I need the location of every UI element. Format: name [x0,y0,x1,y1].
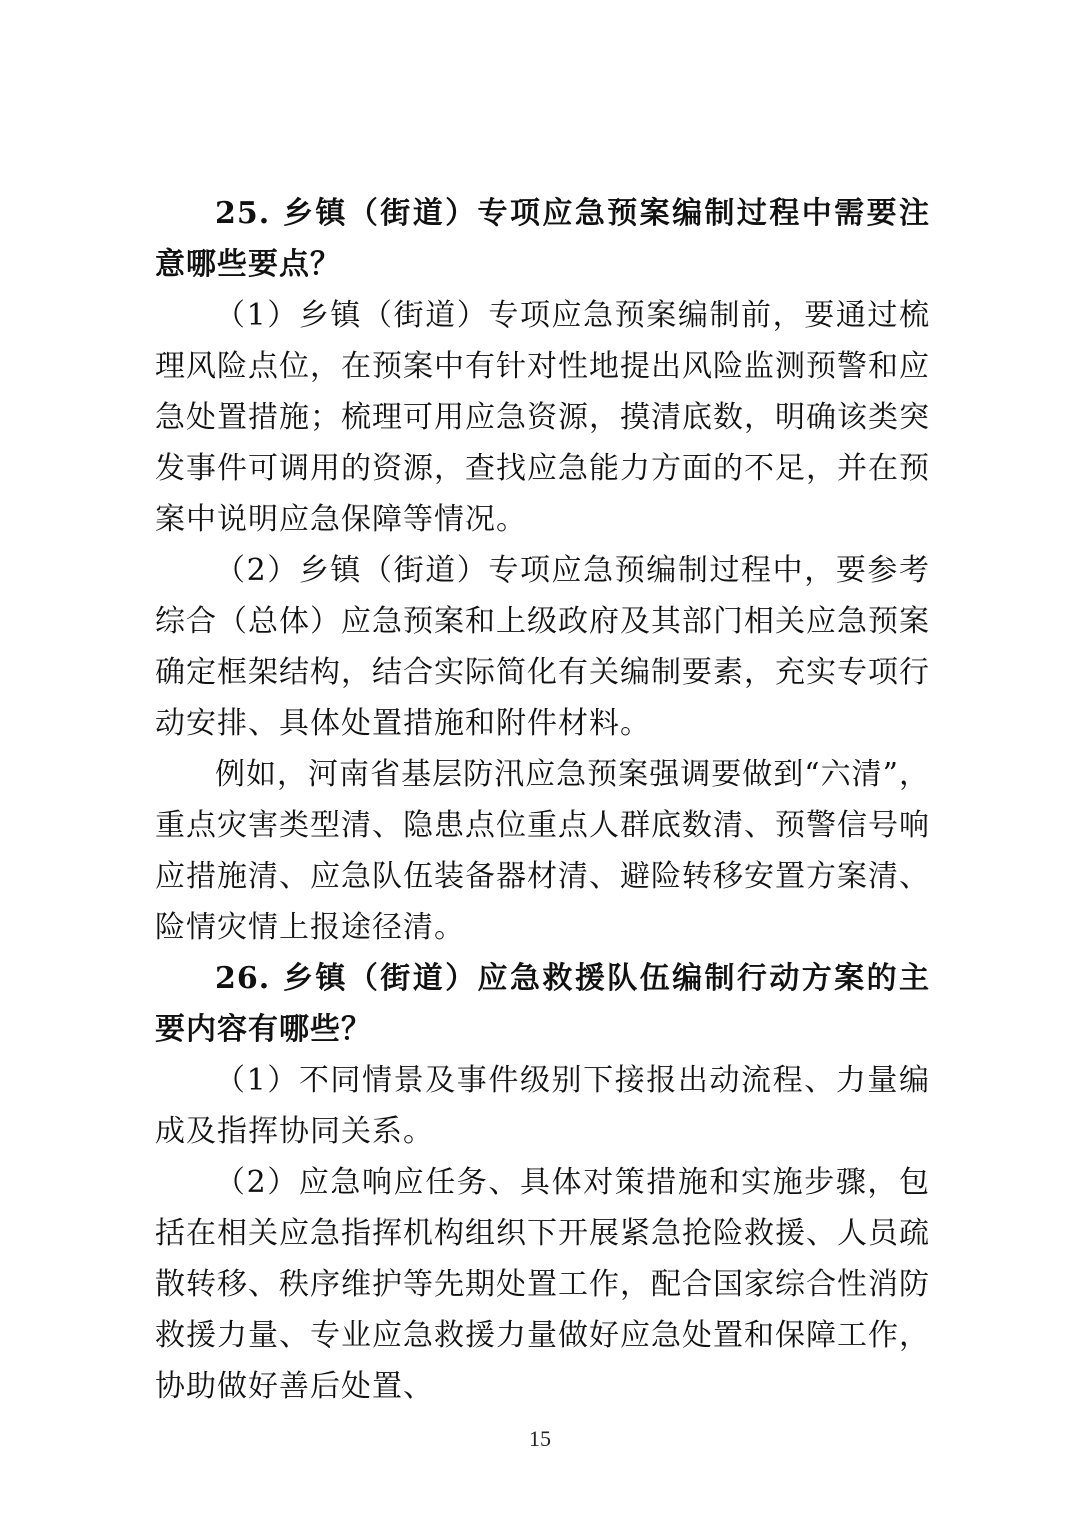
question-heading-26: 26. 乡镇（街道）应急救援队伍编制行动方案的主要内容有哪些？ [155,961,930,1047]
page-content [155,188,930,1412]
page-number: 15 [529,1426,551,1451]
answer-paragraph-26-2: （2）应急响应任务、具体对策措施和实施步骤，包括在相关应急指挥机构组织下开展紧急抢险救援、人员疏散转移、秩序维护等先期处置工作，配合国家综合性消防救援力量、专业应急救援力量做好应急处置和保障工作，协助做好善后处置、 [155,1165,930,1404]
example-paragraph-25: 例如，河南省基层防汛应急预案强调要做到“六清”，重点灾害类型清、隐患点位重点人群底数清、预警信号响应措施清、应急队伍装备器材清、避险转移安置方案清、险情灾情上报途径清。 [155,757,930,945]
answer-paragraph-26-1: （1）不同情景及事件级别下接报出动流程、力量编成及指挥协同关系。 [155,1063,930,1149]
answer-paragraph-25-2: （2）乡镇（街道）专项应急预编制过程中，要参考综合（总体）应急预案和上级政府及其部门相关应急预案确定框架结构，结合实际简化有关编制要素，充实专项行动安排、具体处置措施和附件材料。 [155,553,930,741]
question-heading-25: 25. 乡镇（街道）专项应急预案编制过程中需要注意哪些要点？ [155,196,930,282]
answer-paragraph-25-1: （1）乡镇（街道）专项应急预案编制前，要通过梳理风险点位，在预案中有针对性地提出风险监测预警和应急处置措施；梳理可用应急资源，摸清底数，明确该类突发事件可调用的资源，查找应急能力方面的不足，并在预案中说明应急保障等情况。 [155,298,930,537]
